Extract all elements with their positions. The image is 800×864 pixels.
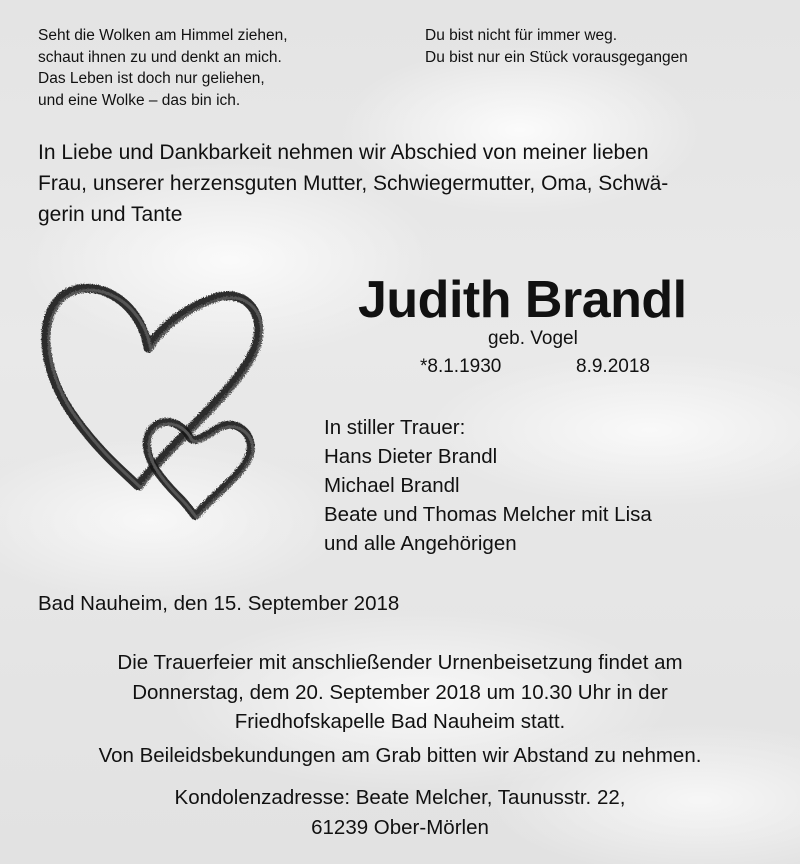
poem-line: Seht die Wolken am Himmel ziehen, [38, 27, 288, 44]
poem-line: Das Leben ist doch nur geliehen, [38, 70, 265, 87]
mourner-name: Beate und Thomas Melcher mit Lisa [324, 503, 652, 526]
birth-name: geb. Vogel [488, 328, 578, 349]
intro-line: In Liebe und Dankbarkeit nehmen wir Abschied von meiner lieben [38, 141, 649, 164]
poem-line: Du bist nur ein Stück vorausgegangen [425, 48, 688, 66]
intro-line: gerin und Tante [38, 203, 183, 226]
mourner-name: und alle Angehörigen [324, 532, 517, 555]
poem-left [38, 25, 288, 111]
intro-text [38, 137, 778, 230]
funeral-line: Friedhofskapelle Bad Nauheim statt. [234, 710, 566, 733]
birth-date: *8.1.1930 [420, 356, 502, 377]
request-line: Von Beileidsbekundungen am Grab bitten wir Abstand zu nehmen. [98, 744, 702, 767]
place-date: Bad Nauheim, den 15. September 2018 [38, 592, 400, 615]
address-line: 61239 Ober-Mörlen [311, 815, 489, 839]
mourners-heading: In stiller Trauer: [324, 416, 466, 439]
mourner-name: Hans Dieter Brandl [324, 445, 498, 468]
poem-line: und eine Wolke – das bin ich. [38, 91, 241, 109]
funeral-line: Donnerstag, dem 20. September 2018 um 10.30 Uhr in der [132, 680, 668, 704]
funeral-line: Die Trauerfeier mit anschließender Urnenbeisetzung findet am [117, 651, 683, 674]
mourner-name: Michael Brandl [324, 474, 460, 497]
poem-line: Du bist nicht für immer weg. [425, 27, 618, 44]
address-line: Kondolenzadresse: Beate Melcher, Taunusstr. 22, [174, 786, 626, 809]
funeral-info [0, 648, 800, 737]
deceased-name: Judith Brandl [358, 271, 687, 329]
poem-right [425, 25, 688, 68]
death-date: 8.9.2018 [576, 356, 650, 377]
poem-line: schaut ihnen zu und denkt an mich. [38, 48, 282, 66]
two-hearts-icon [30, 268, 280, 533]
condolence-request [0, 741, 800, 771]
mourners-list [324, 413, 652, 558]
intro-line: Frau, unserer herzensguten Mutter, Schwiegermutter, Oma, Schwä- [38, 172, 669, 195]
condolence-address [0, 783, 800, 842]
